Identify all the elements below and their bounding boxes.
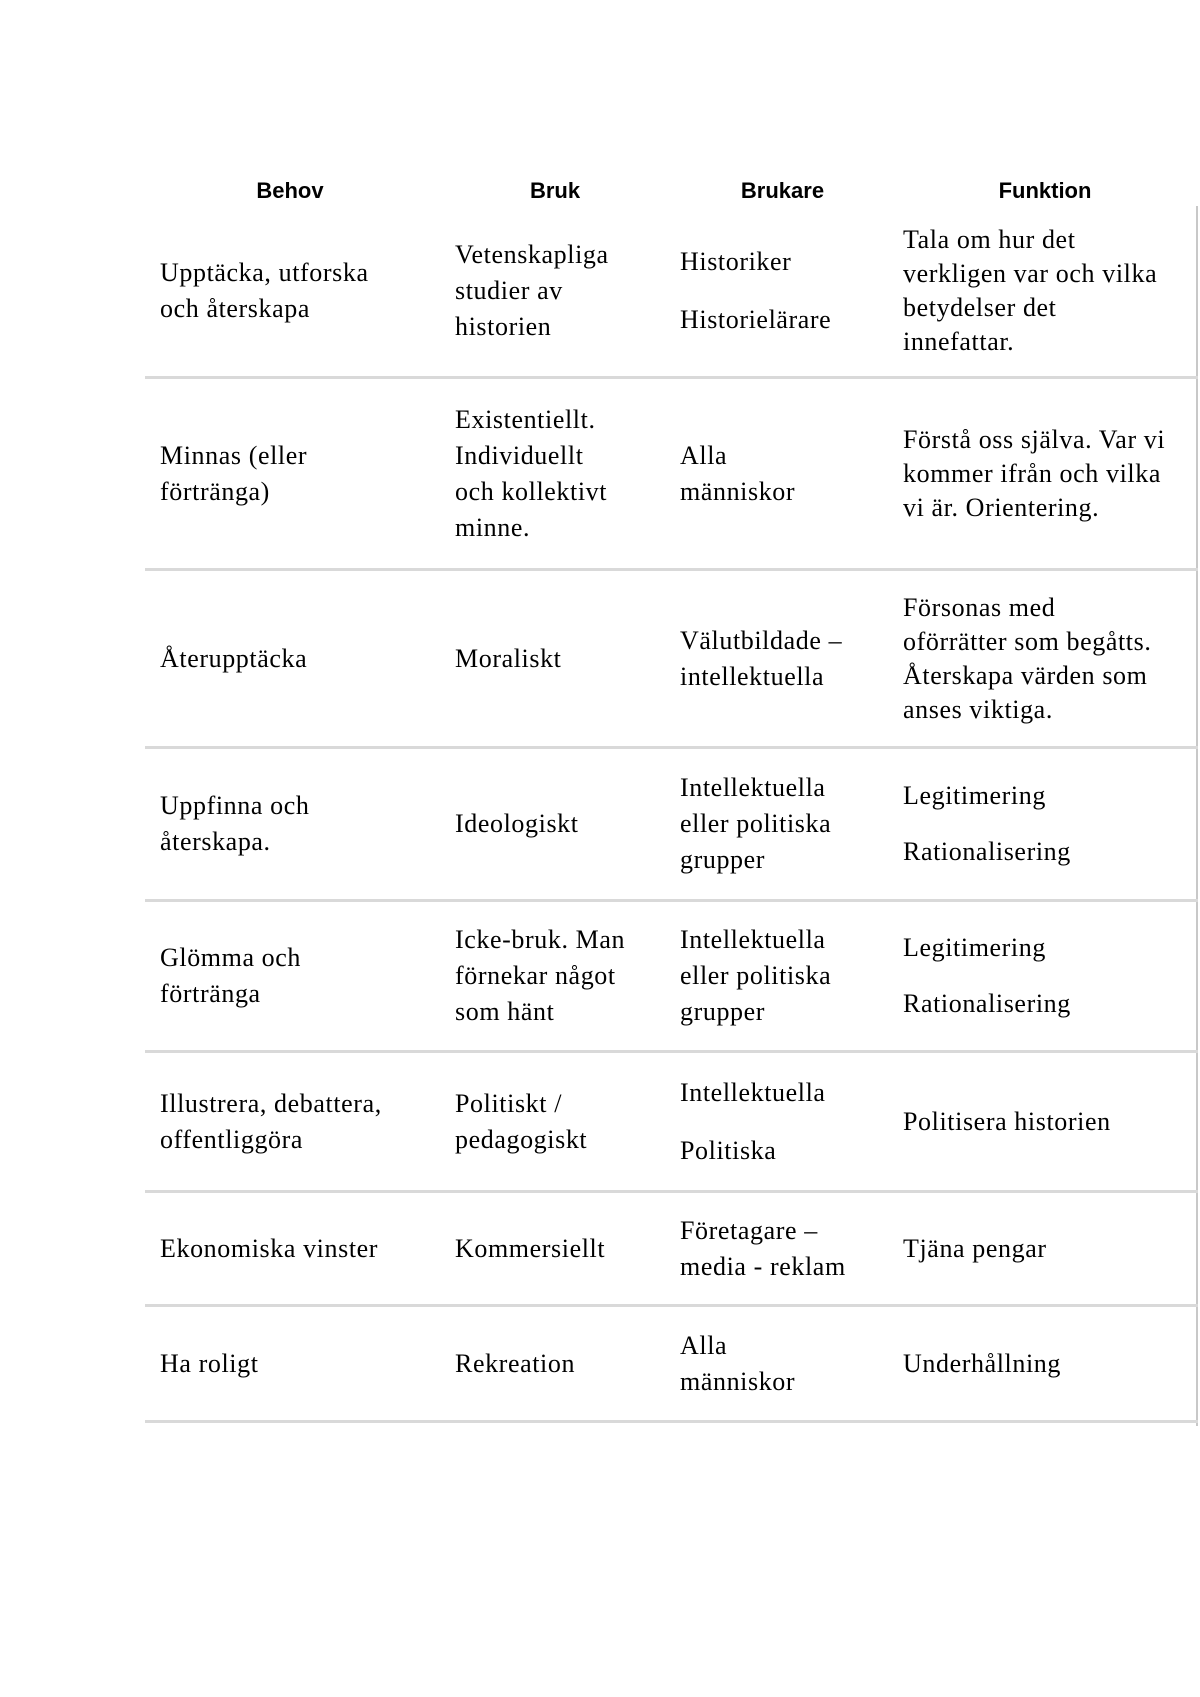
table-row xyxy=(145,1193,1198,1307)
table-row xyxy=(145,1053,1198,1193)
table-row xyxy=(145,206,1198,379)
cell-behov: Återupptäcka xyxy=(160,643,308,673)
cell-brukare: Alla människor xyxy=(680,1330,796,1396)
cell-funktion: Legitimering Rationalisering xyxy=(903,781,1071,866)
table-row xyxy=(145,749,1198,902)
cell-behov: Ekonomiska vinster xyxy=(160,1233,379,1263)
cell-behov: Minnas (eller förtränga) xyxy=(160,440,308,506)
cell-brukare: Företagare – media - reklam xyxy=(680,1215,846,1281)
header-brukare: Brukare xyxy=(740,178,825,203)
table-row xyxy=(145,1307,1198,1423)
cell-funktion: Förstå oss själva. Var vi kommer ifrån och vilka vi är. Orientering. xyxy=(903,424,1166,522)
table-row xyxy=(145,571,1198,749)
header-behov: Behov xyxy=(256,178,324,203)
cell-bruk: Rekreation xyxy=(455,1348,576,1378)
cell-bruk: Vetenskapliga studier av historien xyxy=(455,240,609,341)
header-funktion: Funktion xyxy=(998,178,1092,203)
cell-brukare: Historiker Historielärare xyxy=(680,247,832,334)
cell-funktion: Underhållning xyxy=(903,1348,1061,1378)
cell-bruk: Moraliskt xyxy=(455,643,562,673)
cell-funktion: Politisera historien xyxy=(903,1106,1111,1136)
cell-brukare: Intellektuella eller politiska grupper xyxy=(680,773,832,874)
header-bruk: Bruk xyxy=(529,178,581,203)
cell-brukare: Intellektuella eller politiska grupper xyxy=(680,925,832,1026)
cell-behov: Glömma och förtränga xyxy=(160,943,302,1008)
table-header xyxy=(145,176,1200,206)
cell-brukare: Intellektuella Politiska xyxy=(680,1077,826,1165)
cell-brukare: Välutbildade – intellektuella xyxy=(680,625,843,691)
cell-brukare: Alla människor xyxy=(680,440,796,506)
cell-funktion: Legitimering Rationalisering xyxy=(903,933,1071,1018)
cell-funktion: Försonas med oförrätter som begåtts. Återskapa värden som anses viktiga. xyxy=(903,592,1152,724)
cell-bruk: Existentiellt. Individuellt och kollektivt minne. xyxy=(455,404,608,542)
cell-behov: Uppfinna och återskapa. xyxy=(160,791,310,856)
cell-funktion: Tala om hur det verkligen var och vilka betydelser det innefattar. xyxy=(903,225,1158,356)
cell-bruk: Ideologiskt xyxy=(455,809,579,838)
table-row xyxy=(145,902,1198,1053)
cell-bruk: Politiskt / pedagogiskt xyxy=(455,1088,588,1154)
cell-behov: Ha roligt xyxy=(160,1348,259,1378)
cell-behov: Illustrera, debattera, offentliggöra xyxy=(160,1088,382,1154)
cell-behov: Upptäcka, utforska och återskapa xyxy=(160,258,369,323)
cell-bruk: Icke-bruk. Man förnekar något som hänt xyxy=(455,925,626,1026)
cell-funktion: Tjäna pengar xyxy=(903,1233,1047,1263)
cell-bruk: Kommersiellt xyxy=(455,1233,606,1263)
table-row xyxy=(145,379,1198,571)
